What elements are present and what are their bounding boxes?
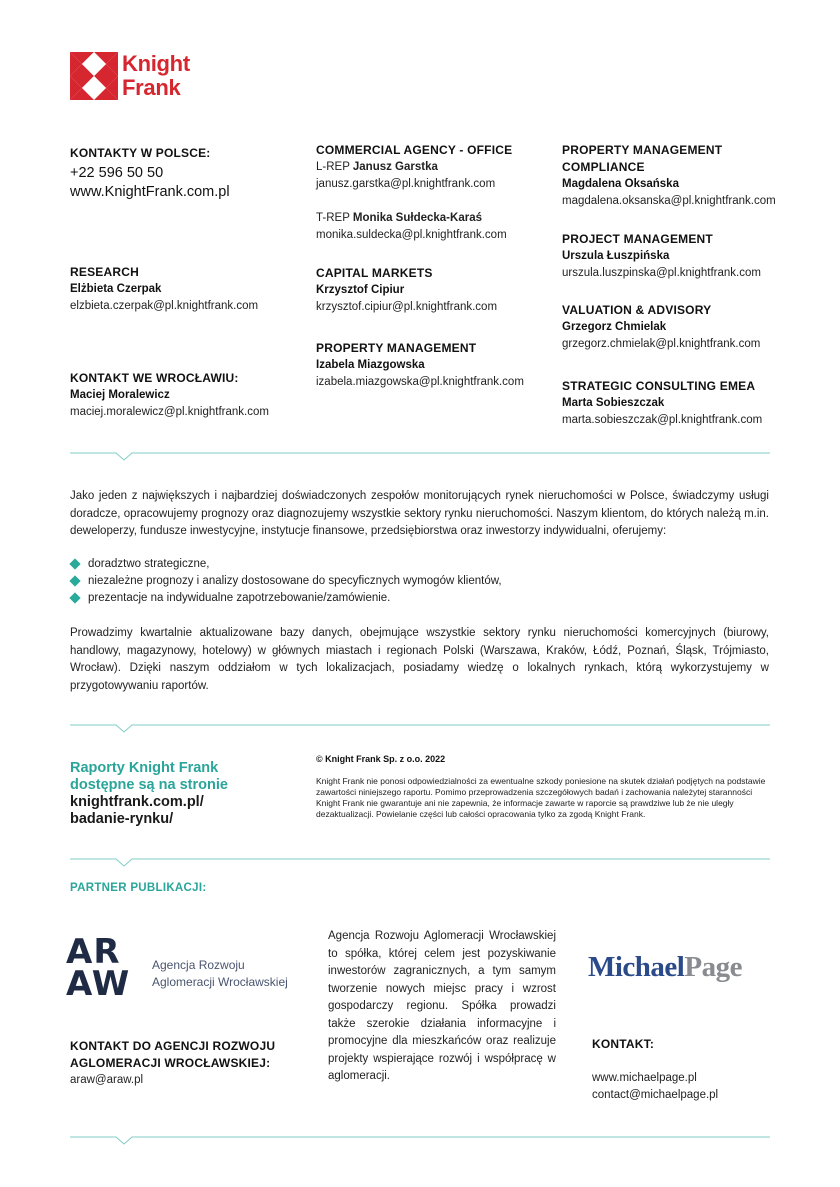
list-item — [70, 556, 769, 573]
website-link[interactable]: www.KnightFrank.com.pl — [70, 184, 230, 200]
research-email[interactable]: elzbieta.czerpak@pl.knightfrank.com — [70, 300, 259, 312]
araw-contact-heading-1: KONTAKT DO AGENCJI ROZWOJU — [70, 1039, 276, 1053]
property-management-heading: PROPERTY MANAGEMENT — [316, 341, 477, 355]
list-item — [70, 573, 769, 590]
reports-line2: dostępne są na stronie — [70, 777, 228, 793]
property-management-name: Izabela Miazgowska — [316, 359, 425, 371]
property-management-block — [316, 340, 566, 391]
reports-callout — [70, 760, 280, 828]
mp-website[interactable]: www.michaelpage.pl — [592, 1072, 697, 1084]
capital-markets-heading: CAPITAL MARKETS — [316, 266, 433, 280]
list-item — [70, 590, 769, 607]
bullet-text: niezależne prognozy i analizy dostosowane do specyficznych wymogów klientów, — [88, 575, 502, 587]
project-management-heading: PROJECT MANAGEMENT — [562, 232, 713, 246]
bullet-text: prezentacje na indywidualne zapotrzebowanie/zamówienie. — [88, 592, 391, 604]
knight-frank-logo-mark-icon — [70, 52, 118, 100]
valuation-heading: VALUATION & ADVISORY — [562, 303, 712, 317]
commercial-agency-heading: COMMERCIAL AGENCY - OFFICE — [316, 143, 513, 157]
araw-contact — [70, 1038, 310, 1089]
research-block — [70, 264, 320, 315]
copyright-heading: © Knight Frank Sp. z o.o. 2022 — [316, 754, 446, 764]
phone-number[interactable]: +22 596 50 50 — [70, 165, 164, 181]
valuation-email[interactable]: grzegorz.chmielak@pl.knightfrank.com — [562, 338, 761, 350]
michael-page-logo — [588, 951, 742, 984]
pm-compliance-email[interactable]: magdalena.oksanska@pl.knightfrank.com — [562, 195, 776, 207]
mp-contact — [592, 1036, 782, 1104]
reports-link[interactable]: knightfrank.com.pl/ badanie-rynku/ — [70, 794, 204, 827]
databases-paragraph: Prowadzimy kwartalnie aktualizowane bazy danych, obejmujące wszystkie sektory rynku nieruchomości komercyjnych (biurowy, handlowy, magazynowy, hotelowy) w głównych miastach i regionach Polski (Warszawa, Kraków, Łódź, Poznań, Śląsk, Trójmiasto, Wrocław). Dzięki naszym oddziałom w tych lokalizacjach, posiadamy wiedzę o lokalnych rynkach, którą wykorzystujemy w przygotowywaniu raportów. — [70, 627, 769, 692]
diamond-bullet-icon — [69, 575, 80, 586]
araw-contact-heading-2: AGLOMERACJI WROCŁAWSKIEJ: — [70, 1056, 271, 1070]
mp-email[interactable]: contact@michaelpage.pl — [592, 1089, 719, 1101]
project-management-block — [562, 231, 792, 282]
pm-compliance-heading-2: COMPLIANCE — [562, 160, 645, 174]
property-management-email[interactable]: izabela.miazgowska@pl.knightfrank.com — [316, 376, 524, 388]
contact2-email[interactable]: monika.suldecka@pl.knightfrank.com — [316, 229, 507, 241]
diamond-bullet-icon — [69, 558, 80, 569]
section-divider — [70, 448, 770, 462]
disclaimer-text: Knight Frank nie ponosi odpowiedzialności za ewentualne szkody poniesione na skutek działań podjętych na podstawie zawartości niniejszego raportu. Pomimo przeprowadzenia szczegółowych badań i zachowania należytej staranności Knight Frank nie gwarantuje ani nie zapewnia, że informacje zawarte w raporcie są prawdziwe lub że nie uległy dezaktualizacji. Powielanie części lub całości opracowania tylko za zgodą Knight Frank. — [316, 776, 766, 819]
pm-compliance-name: Magdalena Oksańska — [562, 178, 679, 190]
intro-paragraph: Jako jeden z największych i najbardziej doświadczonych zespołów monitorujących rynek nieruchomości w Polsce, świadczymy usługi doradcze, opracowujemy prognozy oraz diagnozujemy wszystkie sektory rynku nieruchomości. Naszym klientom, do których należą m.in. deweloperzy, fundusze inwestycyjne, instytucje finansowe, przedsiębiorstwa oraz inwestorzy indywidualni, oferujemy: — [70, 490, 769, 537]
strategic-email[interactable]: marta.sobieszczak@pl.knightfrank.com — [562, 414, 763, 426]
capital-markets-block — [316, 265, 566, 316]
araw-email[interactable]: araw@araw.pl — [70, 1074, 144, 1086]
contact1-role: L-REP — [316, 161, 350, 173]
bullet-text: doradztwo strategiczne, — [88, 558, 210, 570]
contacts-poland-heading: KONTAKTY W POLSCE: — [70, 146, 211, 160]
knight-frank-logo — [70, 52, 210, 102]
section-divider — [70, 854, 770, 868]
column-left — [70, 145, 320, 202]
capital-markets-name: Krzysztof Cipiur — [316, 284, 405, 296]
commercial-contact1 — [316, 159, 566, 176]
wroclaw-block — [70, 370, 320, 421]
strategic-heading: STRATEGIC CONSULTING EMEA — [562, 379, 756, 393]
strategic-block — [562, 378, 792, 429]
project-management-name: Urszula Łuszpińska — [562, 250, 670, 262]
contact1-email[interactable]: janusz.garstka@pl.knightfrank.com — [316, 178, 496, 190]
pm-compliance-heading-1: PROPERTY MANAGEMENT — [562, 143, 723, 157]
contact2-role: T-REP — [316, 212, 350, 224]
mp-logo-word2: Page — [684, 951, 742, 983]
section-divider — [70, 1132, 770, 1146]
wroclaw-email[interactable]: maciej.moralewicz@pl.knightfrank.com — [70, 406, 269, 418]
araw-logo-letters: AR AW — [66, 932, 131, 1004]
logo-word-knight: Knight — [122, 51, 190, 76]
research-name: Elżbieta Czerpak — [70, 283, 162, 295]
section-divider — [70, 720, 770, 734]
research-heading: RESEARCH — [70, 265, 139, 279]
logo-word-frank: Frank — [122, 75, 181, 100]
araw-logo — [66, 932, 316, 1008]
diamond-bullet-icon — [69, 592, 80, 603]
valuation-name: Grzegorz Chmielak — [562, 321, 667, 333]
reports-line1: Raporty Knight Frank — [70, 760, 219, 776]
contact1-name: Janusz Garstka — [352, 161, 438, 173]
contact2-name: Monika Sułdecka-Karaś — [352, 212, 482, 224]
commercial-contact2 — [316, 210, 566, 227]
project-management-email[interactable]: urszula.luszpinska@pl.knightfrank.com — [562, 267, 761, 279]
araw-logo-name: Agencja Rozwoju Aglomeracji Wrocławskiej — [152, 958, 288, 989]
araw-description: Agencja Rozwoju Aglomeracji Wrocławskiej to spółka, której celem jest pozyskiwanie inwestorów zagranicznych, a tym samym tworzenie nowych miejsc pracy i wzrost gospodarczy regionu. Spółka prowadzi także szerokie działania informacyjne i promocyjne dla mieszkańców oraz realizuje projekty wspierające rozwój i współpracę w aglomeracji. — [328, 930, 556, 1082]
wroclaw-name: Maciej Moralewicz — [70, 389, 170, 401]
valuation-block — [562, 302, 792, 353]
partner-heading: PARTNER PUBLIKACJI: — [70, 882, 207, 894]
mp-contact-heading: KONTAKT: — [592, 1037, 655, 1051]
pm-compliance-block — [562, 142, 792, 210]
capital-markets-email[interactable]: krzysztof.cipiur@pl.knightfrank.com — [316, 301, 498, 313]
services-list — [70, 556, 769, 607]
commercial-agency-block — [316, 142, 566, 244]
wroclaw-heading: KONTAKT WE WROCŁAWIU: — [70, 371, 239, 385]
mp-logo-word1: Michael — [588, 951, 685, 983]
strategic-name: Marta Sobieszczak — [562, 397, 665, 409]
